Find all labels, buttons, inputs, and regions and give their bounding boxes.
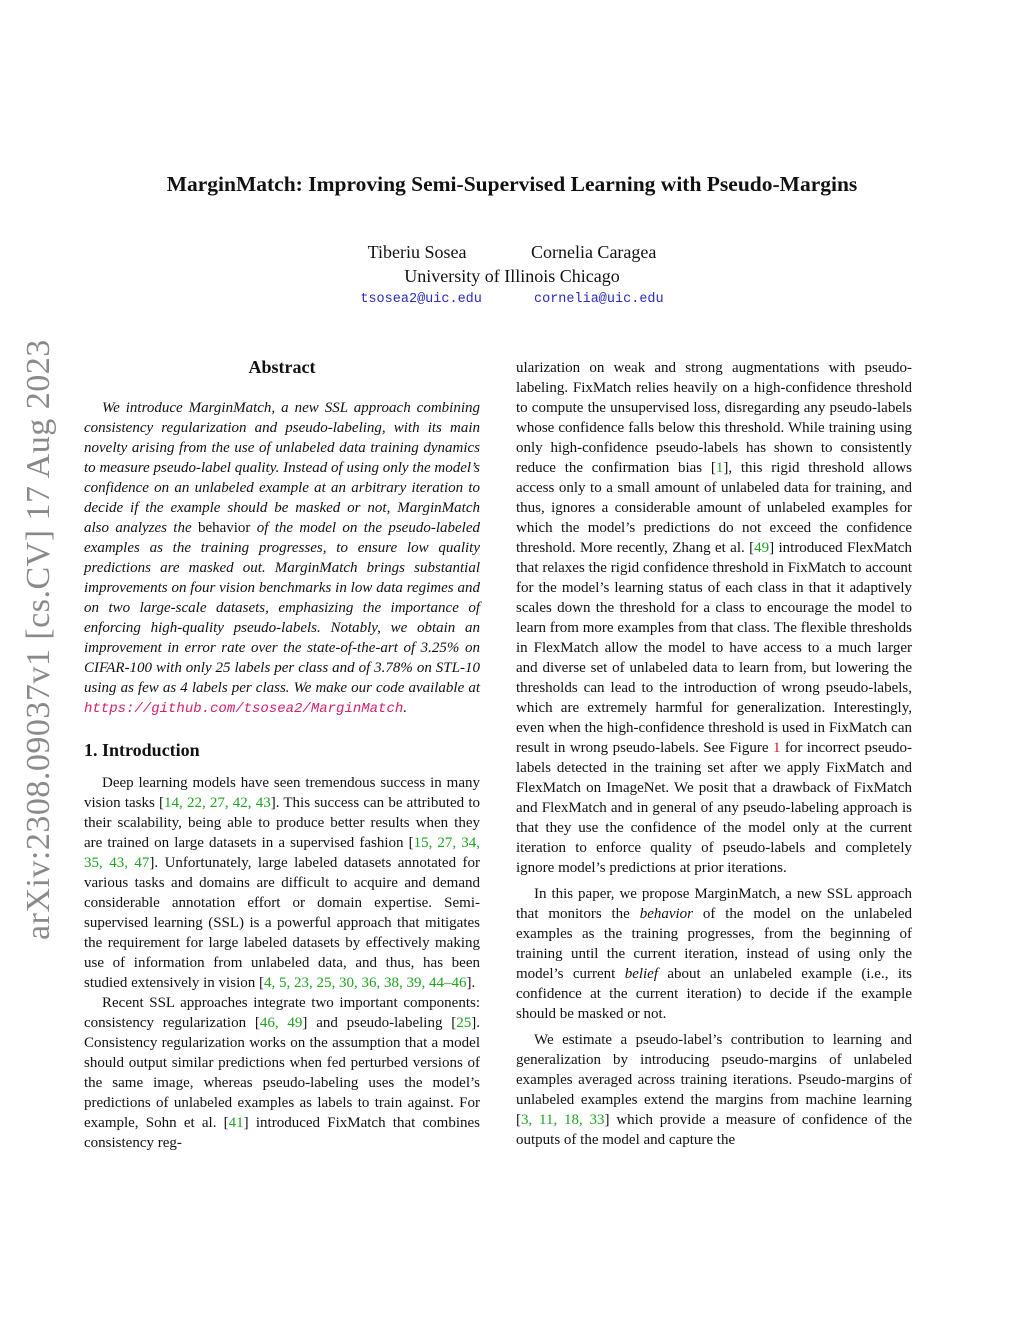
author-emails	[0, 292, 1024, 307]
paper-title: MarginMatch: Improving Semi-Supervised Learning with Pseudo-Margins	[166, 172, 858, 196]
abstract-text: We introduce MarginMatch, a new SSL approach combining consistency regularization and pseudo-labeling, with its main novelty arising from the use of unlabeled data training dynamics to measure pseudo-label quality. Instead of using only the model’s confidence on an unlabeled example at an arbitrary iteration to decide if the example should be masked or not, MarginMatch also analyzes the behavior of the model on the pseudo-labeled examples as the training progresses, to ensure low quality predictions are masked out. MarginMatch brings substantial improvements on four vision benchmarks in low data regimes and on two large-scale datasets, emphasizing the importance of enforcing high-quality pseudo-labels. Notably, we obtain an improvement in error rate over the state-of-the-art of 3.25% on CIFAR-100 with only 25 labels per class and of 3.78% on STL-10 using as few as 4 labels per class. We make our code available at https://github.com/tsosea2/MarginMatch.	[84, 400, 480, 717]
intro-paragraph: Recent SSL approaches integrate two important components: consistency regularization [46, 49] and pseudo-labeling [25]. Consistency regularization works on the assumption that a model should output similar predictions when fed perturbed versions of the same image, whereas pseudo-labeling uses the model’s predictions of unlabeled examples as labels to train against. For example, Sohn et al. [41] introduced FixMatch that combines consistency reg-	[84, 995, 480, 1151]
arxiv-identifier: arXiv:2308.09037v1 [cs.CV] 17 Aug 2023	[20, 339, 57, 940]
figure-reference-link[interactable]: 1	[772, 740, 781, 756]
citation-link[interactable]: 41	[228, 1115, 244, 1131]
citation-link[interactable]: 14, 22, 27, 42, 43	[164, 795, 271, 811]
intro-paragraph: Deep learning models have seen tremendous success in many vision tasks [14, 22, 27, 42, 43]. This success can be attributed to their scalability, being able to produce better results when they are trained on large datasets in a supervised fashion [15, 27, 34, 35, 43, 47]. Unfortunately, large labeled datasets annotated for various tasks and domains are difficult to acquire and demand considerable annotation effort or domain expertise. Semi-supervised learning (SSL) is a powerful approach that mitigates the requirement for large labeled datasets by effectively making use of information from unlabeled data, and thus, has been studied extensively in vision [4, 5, 23, 25, 30, 36, 38, 39, 44–46].	[84, 775, 481, 991]
body-paragraph: We estimate a pseudo-label’s contribution to learning and generalization by introducing pseudo-margins of unlabeled examples averaged across training iterations. Pseudo-margins of unlabeled examples extend the margins from machine learning [3, 11, 18, 33] which provide a measure of confidence of the outputs of the model and capture the	[516, 1032, 912, 1148]
author-name: Tiberiu Sosea	[367, 242, 467, 262]
body-paragraph: In this paper, we propose MarginMatch, a new SSL approach that monitors the behavior of the model on the unlabeled examples as the training progresses, from the beginning of training until the current iteration, instead of using only the model’s current belief about an unlabeled example (i.e., its confidence at the current iteration) to decide if the example should be masked or not.	[516, 886, 913, 1022]
citation-link[interactable]: 25	[456, 1015, 472, 1031]
citation-link[interactable]: 15, 27, 34, 35, 43, 47	[84, 835, 481, 871]
citation-link[interactable]: 49	[754, 540, 770, 556]
citation-link[interactable]: 1	[715, 460, 724, 476]
citation-link[interactable]: 4, 5, 23, 25, 30, 36, 38, 39, 44–46	[263, 975, 467, 991]
right-column	[516, 358, 912, 1150]
citation-link[interactable]: 46, 49	[259, 1015, 303, 1031]
body-paragraph: ularization on weak and strong augmentations with pseudo-labeling. FixMatch relies heavily on a high-confidence threshold to compute the unsupervised loss, disregarding any pseudo-labels whose confidence falls below this threshold. While training using only high-confidence pseudo-labels has shown to consistently reduce the confirmation bias [1], this rigid threshold allows access only to a small amount of unlabeled data for training, and thus, ignores a considerable amount of unlabeled examples for which the model’s predictions do not exceed the confidence threshold. More recently, Zhang et al. [49] introduced FlexMatch that relaxes the rigid confidence threshold in FixMatch to account for the model’s learning status of each class in that it adaptively scales down the threshold for a class to encourage the model to learn from more examples from that class. The flexible thresholds in FlexMatch allow the model to have access to a much larger and diverse set of unlabeled data to learn from, but lowering the thresholds can lead to the introduction of wrong pseudo-labels, which are extremely harmful for generalization. Interestingly, even when the high-confidence threshold is used in FixMatch can result in wrong pseudo-labels. See Figure 1 for incorrect pseudo-labels detected in the training set after we apply FixMatch and FlexMatch on ImageNet. We posit that a drawback of FixMatch and FlexMatch and in general of any pseudo-labeling approach is that they use the confidence of the model only at the current iteration to enforce quality of pseudo-labels and completely ignore model’s predictions at prior iterations.	[516, 360, 912, 876]
left-column	[84, 356, 480, 1153]
author-email-link[interactable]: cornelia@uic.edu	[534, 292, 664, 307]
author-block	[0, 240, 1024, 288]
author-email-link[interactable]: tsosea2@uic.edu	[360, 292, 482, 307]
author-name: Cornelia Caragea	[530, 242, 657, 262]
abstract-heading: Abstract	[248, 357, 316, 377]
citation-link[interactable]: 3, 11, 18, 33	[521, 1112, 605, 1128]
code-url-link[interactable]: https://github.com/tsosea2/MarginMatch	[84, 701, 404, 717]
affiliation: University of Illinois Chicago	[404, 266, 620, 286]
section-heading-introduction: 1. Introduction	[84, 740, 200, 760]
